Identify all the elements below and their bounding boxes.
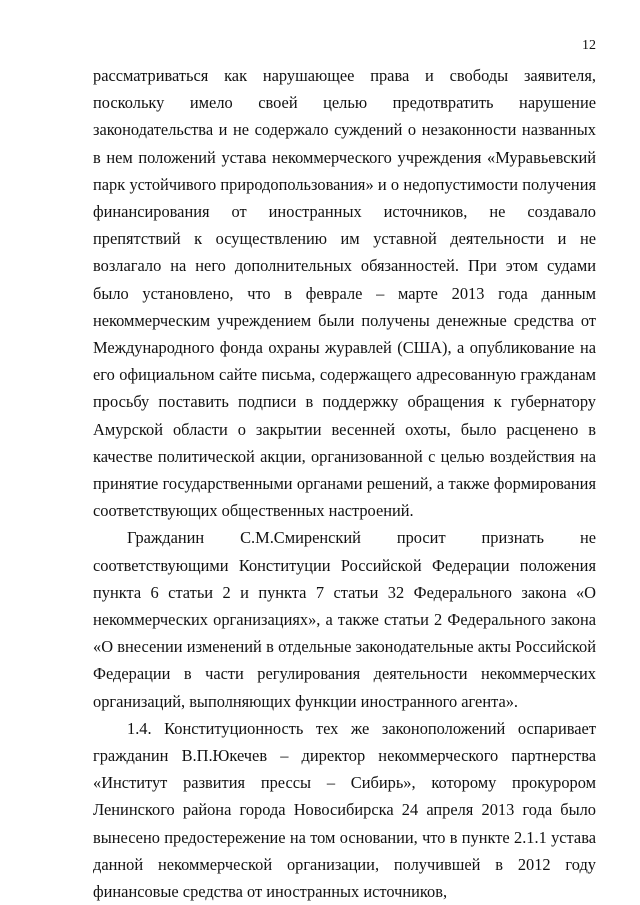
paragraph-smirensky: Гражданин С.М.Смиренский просит признать не соответствующими Конституции Российской Федерации положения пункта 6 статьи 2 и пункта 7 статьи 32 Федерального закона «О некоммерческих организациях», а также статьи 2 Федерального закона «О внесении изменений в отдельные законодательные акты Российской Федерации в части регулирования деятельности некоммерческих организаций, выполняющих функции иностранного агента». [93, 528, 596, 711]
paragraph-section-1-4: 1.4. Конституционность тех же законоположений оспаривает гражданин В.П.Юкечев – директор некоммерческого партнерства «Институт развития прессы – Сибирь», которому прокурором Ленинского района города Новосибирска 24 апреля 2013 года было вынесено предостережение на том основании, что в пункте 2.1.1 устава данной некоммерческой организации, получившей в 2012 году финансовые средства от иностранных источников, [93, 718, 596, 902]
paragraph-continuation: рассматриваться как нарушающее права и свободы заявителя, поскольку имело своей целью предотвратить нарушение законодательства и не содержало суждений о незаконности названных в нем положений устава некоммерческого учреждения «Муравьевский парк устойчивого природопользования» и о недопустимости получения финансирования от иностранных источников, не создавало препятствий к осуществлению им уставной деятельности и не возлагало на него дополнительных обязанностей. При этом судами было установлено, что в феврале – марте 2013 года данным некоммерческим учреждением были получены денежные средства от Международного фонда охраны журавлей (США), а опубликование на его официальном сайте письма, содержащего адресованную гражданам просьбу поставить подписи в поддержку обращения к губернатору Амурской области о закрытии весенней охоты, было расценено в качестве политической акции, организованной с целью воздействия на принятие государственными органами решений, а также формирования соответствующих общественных настроений. [93, 66, 596, 521]
page-number: 12 [582, 38, 596, 53]
document-body [93, 62, 596, 905]
